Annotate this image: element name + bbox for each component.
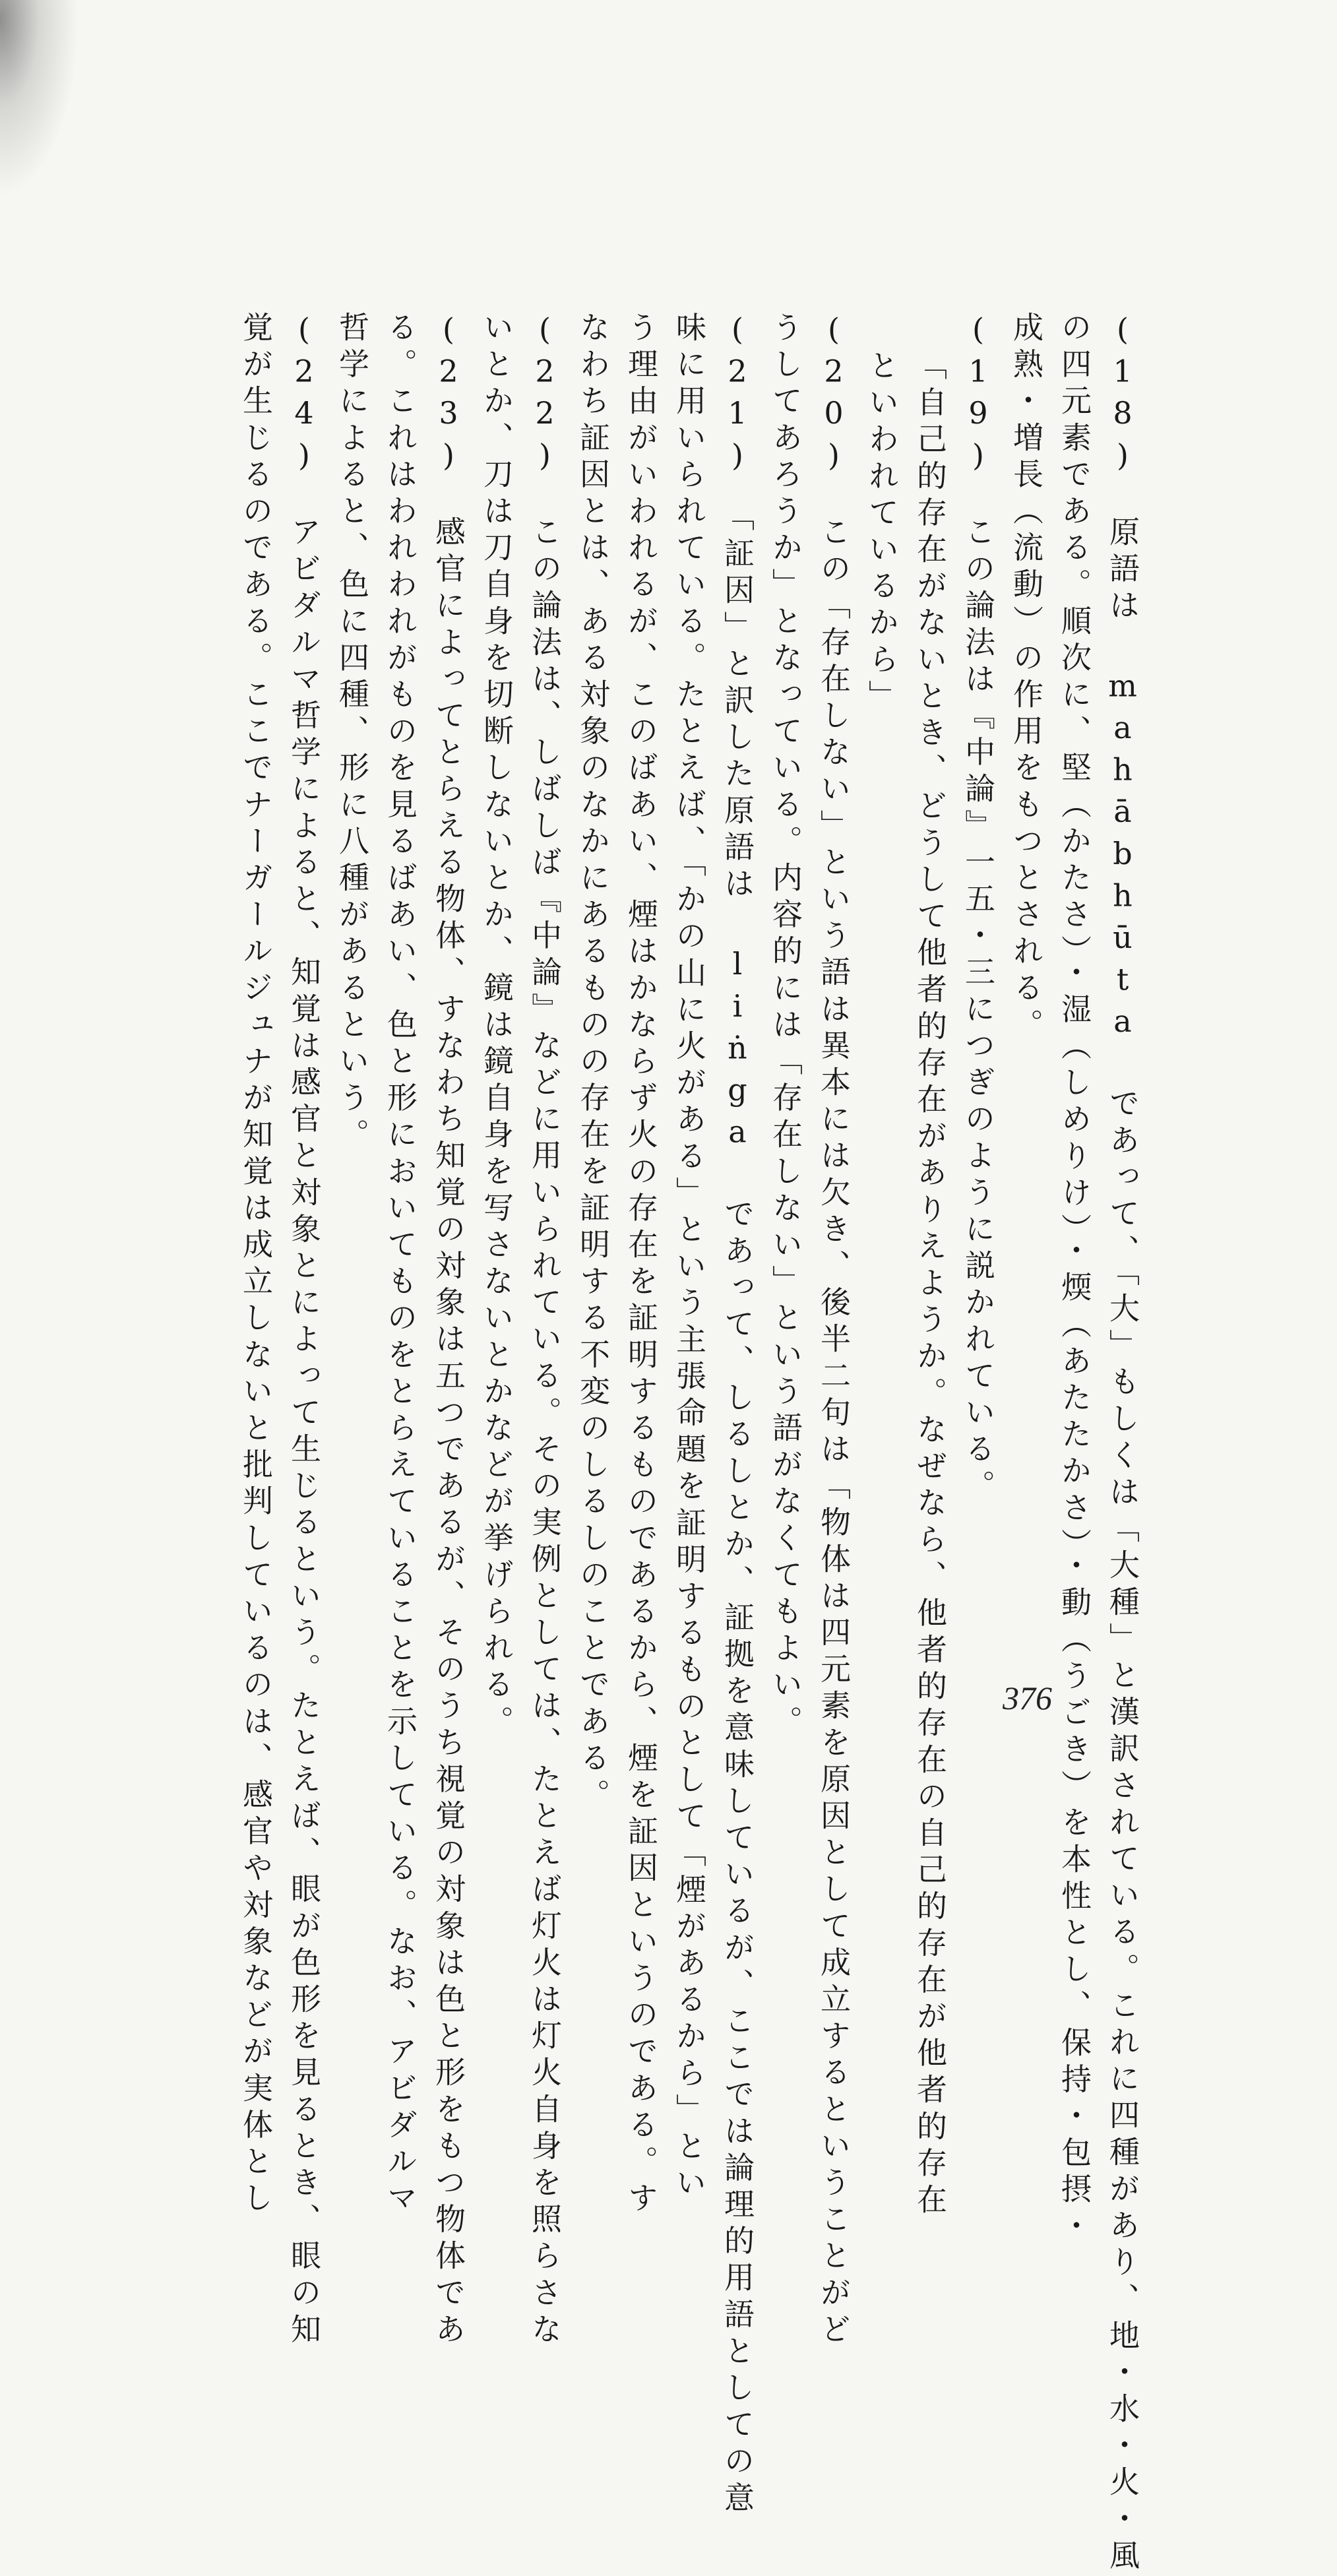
text-line: 「自己的存在がないとき、どうして他者的存在がありえようか。なぜなら、他者的存在の自己的存在が他者的存在 [912,350,948,2220]
text-line: (22) この論法は、しばしば『中論』などに用いられている。その実例としては、たとえば灯火は灯火自身を照らさな [527,311,563,2350]
text-line: なわち証因とは、ある対象のなかにあるものの存在を証明する不変のしるしのことである。 [575,311,611,1815]
text-line: いとか、刀は刀自身を切断しないとか、鏡は鏡自身を写さないとかなどが挙げられる。 [479,311,514,1742]
text-line: といわれているから」 [864,350,900,716]
text-line: (20) この「存在しない」という語は異本には欠き、後半二句は「物体は四元素を原因として成立するということがど [816,311,852,2350]
text-line: 覚が生じるのである。ここでナーガールジュナが知覚は成立しないと批判しているのは、感官や対象などが実体とし [238,311,274,2219]
text-line: 哲学によると、色に四種、形に八種があるという。 [334,311,370,1155]
text-line: (21) 「証因」と訳した原語は liṅga であって、しるしとか、証拠を意味しているが、ここでは論理的用語としての意 [720,311,755,2519]
text-line: (18) 原語は mahābhūta であって、「大」もしくは「大種」と漢訳されている。これに四種があり、地・水・火・風 [1105,311,1140,2576]
text-line: (23) 感官によってとらえる物体、すなわち知覚の対象は五つであるが、そのうち視覚の対象は色と形をもつ物体であ [431,311,466,2350]
text-line: う理由がいわれるが、このばあい、煙はかならず火の存在を証明するものであるから、煙を証因というのである。す [623,311,659,2219]
text-line: (19) この論法は『中論』一五・三につぎのように説かれている。 [960,311,996,1507]
text-line: 成熟・増長（流動）の作用をもつとされる。 [1009,311,1044,1045]
text-line: うしてあろうか」となっている。内容的には「存在しない」という語がなくてもよい。 [768,311,803,1742]
text-line: 味に用いられている。たとえば、「かの山に火がある」という主張命題を証明するものとして「煙があるから」とい [671,311,707,2204]
text-line: の四元素である。順次に、堅（かたさ）・湿（しめりけ）・煗（あたたかさ）・動（うごき）を本性とし、保持・包摂・ [1057,311,1092,2247]
page-number: 376 [1003,1680,1052,1716]
text-line: る。これはわれわれがものを見るばあい、色と形においてものをとらえていることを示している。なお、アビダルマ [383,311,418,2219]
text-line: (24) アビダルマ哲学によると、知覚は感官と対象とによって生じるという。たとえば、眼が色形を見るとき、眼の知 [286,311,322,2350]
scan-smudge [0,0,79,198]
